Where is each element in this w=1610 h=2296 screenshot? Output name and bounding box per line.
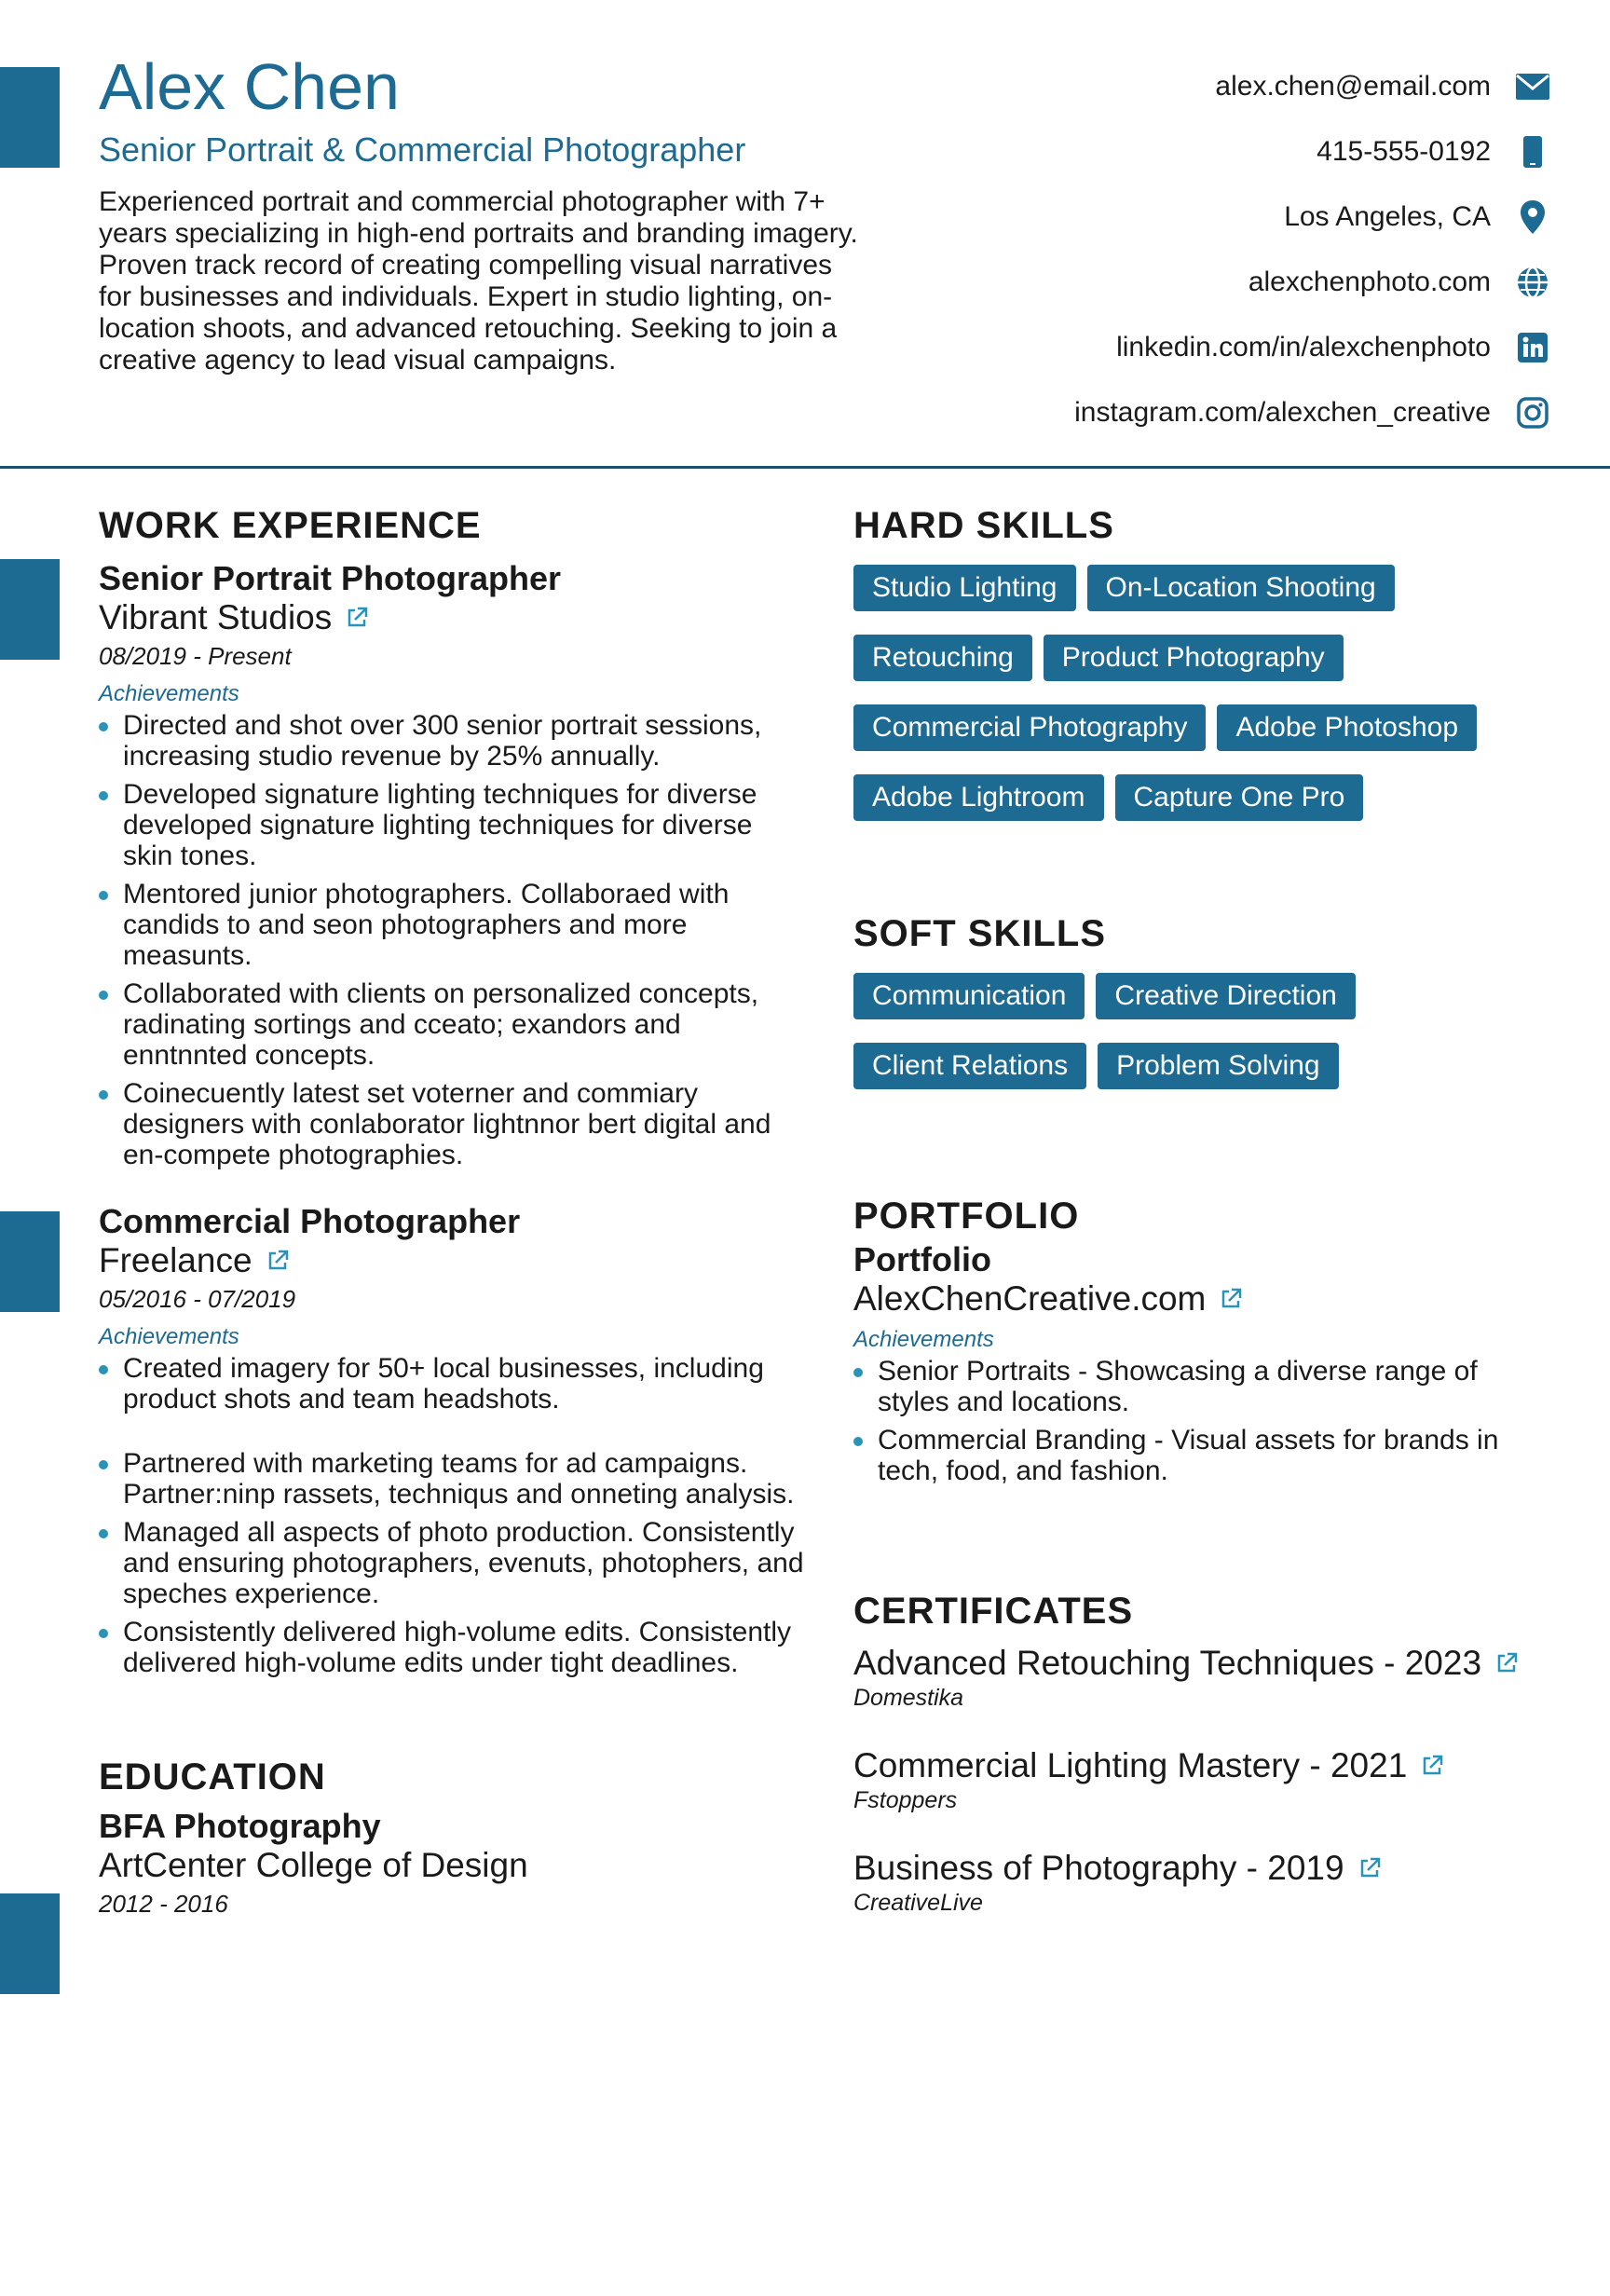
location-pin-icon xyxy=(1515,199,1550,235)
achievements-list xyxy=(99,1353,807,1678)
job-dates: 05/2016 - 07/2019 xyxy=(99,1285,296,1313)
soft-skills-heading: SOFT SKILLS xyxy=(853,913,1106,954)
list-item: Coinecuently latest set voterner and commiary designers with conlaborator lightnnor bert digital and en-compete photographies. xyxy=(99,1078,807,1170)
achievements-label: Achievements xyxy=(99,1324,239,1349)
portfolio-heading: PORTFOLIO xyxy=(853,1196,1080,1237)
school-name: ArtCenter College of Design xyxy=(99,1846,528,1884)
contact-location[interactable]: Los Angeles, CA xyxy=(842,184,1550,250)
contact-list xyxy=(842,54,1550,445)
list-item: Created imagery for 50+ local businesses, including product shots and team headshots. xyxy=(99,1353,807,1414)
hard-skills-list xyxy=(853,565,1543,844)
portfolio-list xyxy=(853,1356,1543,1486)
envelope-icon xyxy=(1515,69,1550,104)
skill-tag: Capture One Pro xyxy=(1115,774,1364,821)
list-item: Partnered with marketing teams for ad campaigns. Partner:ninp rassets, techniqus and onneting analysis. xyxy=(99,1448,807,1510)
list-item: Developed signature lighting techniques for diverse developed signature lighting techniques for diverse skin tones. xyxy=(99,779,807,871)
list-item: Collaborated with clients on personalized concepts, radinating sortings and cceato; exandors and enntnnted concepts. xyxy=(99,978,807,1071)
skill-tag: Adobe Photoshop xyxy=(1217,704,1477,751)
accent-bar-education xyxy=(0,1893,60,1994)
globe-icon xyxy=(1515,265,1550,300)
list-item: Consistently delivered high-volume edits. Consistently delivered high-volume edits under tight deadlines. xyxy=(99,1617,807,1678)
certificate-link[interactable]: Business of Photography - 2019 xyxy=(853,1848,1543,1889)
external-link-icon xyxy=(266,1249,290,1273)
certificate-entry xyxy=(853,1848,1543,1917)
education-dates: 2012 - 2016 xyxy=(99,1890,228,1918)
contact-instagram[interactable]: instagram.com/alexchen_creative xyxy=(842,380,1550,445)
certificate-issuer: Domestika xyxy=(853,1685,964,1711)
left-column xyxy=(99,501,807,1922)
skill-tag: Client Relations xyxy=(853,1043,1086,1089)
accent-bar-job-2 xyxy=(0,1211,60,1312)
certificate-entry xyxy=(853,1745,1543,1814)
certificates-heading: CERTIFICATES xyxy=(853,1591,1134,1632)
job-entry xyxy=(99,1202,807,1678)
skill-tag: Product Photography xyxy=(1044,635,1344,681)
achievements-label: Achievements xyxy=(99,681,239,706)
certificate-issuer: CreativeLive xyxy=(853,1890,983,1916)
list-item: Mentored junior photographers. Collaboraed with candids to and seon photographers and more measunts. xyxy=(99,879,807,971)
certificate-link[interactable]: Commercial Lighting Mastery - 2021 xyxy=(853,1745,1543,1786)
linkedin-icon xyxy=(1515,330,1550,365)
achievements-label: Achievements xyxy=(853,1327,994,1352)
list-item: Directed and shot over 300 senior portrait sessions, increasing studio revenue by 25% annually. xyxy=(99,710,807,772)
skill-tag: Communication xyxy=(853,973,1085,1019)
degree: BFA Photography xyxy=(99,1807,381,1845)
job-entry xyxy=(99,559,807,1170)
list-item: Senior Portraits - Showcasing a diverse range of styles and locations. xyxy=(853,1356,1543,1417)
company-link[interactable]: Vibrant Studios xyxy=(99,598,807,637)
summary-text: Experienced portrait and commercial photographer with 7+ years specializing in high-end portraits and branding imagery. Proven track record of creating compelling visual narratives for businesses and individuals. Expert in studio lighting, on-location shoots, and advanced retouching. Seeking to join a creative agency to lead visual campaigns. xyxy=(99,186,858,376)
accent-bar-job-1 xyxy=(0,559,60,660)
education-section xyxy=(99,1753,807,1922)
phone-icon xyxy=(1515,134,1550,170)
contact-linkedin[interactable]: linkedin.com/in/alexchenphoto xyxy=(842,315,1550,380)
certificate-link[interactable]: Advanced Retouching Techniques - 2023 xyxy=(853,1643,1543,1684)
achievements-list xyxy=(99,710,807,1170)
header-divider xyxy=(0,466,1610,469)
list-item: Managed all aspects of photo production. Consistently and ensuring photographers, evenuts, photophers, and speches experience. xyxy=(99,1517,807,1609)
hard-skills-heading: HARD SKILLS xyxy=(853,505,1114,546)
certificate-entry xyxy=(853,1643,1543,1712)
portfolio-link[interactable]: AlexChenCreative.com xyxy=(853,1279,1543,1319)
candidate-name: Alex Chen xyxy=(99,50,400,123)
list-item: Commercial Branding - Visual assets for brands in tech, food, and fashion. xyxy=(853,1425,1543,1486)
external-link-icon xyxy=(1494,1651,1519,1675)
skill-tag: Retouching xyxy=(853,635,1032,681)
job-title: Commercial Photographer xyxy=(99,1202,521,1240)
contact-website[interactable]: alexchenphoto.com xyxy=(842,250,1550,315)
external-link-icon xyxy=(1420,1754,1444,1778)
job-title: Senior Portrait Photographer xyxy=(99,559,562,597)
soft-skills-list xyxy=(853,973,1543,1113)
education-heading: EDUCATION xyxy=(99,1756,326,1797)
portfolio-title: Portfolio xyxy=(853,1240,991,1278)
work-experience-heading: WORK EXPERIENCE xyxy=(99,505,482,546)
skill-tag: Commercial Photography xyxy=(853,704,1206,751)
external-link-icon xyxy=(1219,1287,1243,1311)
company-link[interactable]: Freelance xyxy=(99,1241,807,1280)
skill-tag: On-Location Shooting xyxy=(1087,565,1395,611)
job-dates: 08/2019 - Present xyxy=(99,642,292,670)
accent-bar-header xyxy=(0,67,60,168)
contact-phone[interactable]: 415-555-0192 xyxy=(842,119,1550,184)
skill-tag: Studio Lighting xyxy=(853,565,1076,611)
skill-tag: Creative Direction xyxy=(1096,973,1355,1019)
skill-tag: Adobe Lightroom xyxy=(853,774,1104,821)
certificate-issuer: Fstoppers xyxy=(853,1787,958,1813)
external-link-icon xyxy=(345,606,369,630)
instagram-icon xyxy=(1515,395,1550,430)
right-column xyxy=(853,501,1543,1917)
candidate-title: Senior Portrait & Commercial Photographer xyxy=(99,130,746,169)
skill-tag: Problem Solving xyxy=(1098,1043,1338,1089)
contact-email[interactable]: alex.chen@email.com xyxy=(842,54,1550,119)
external-link-icon xyxy=(1358,1856,1382,1880)
